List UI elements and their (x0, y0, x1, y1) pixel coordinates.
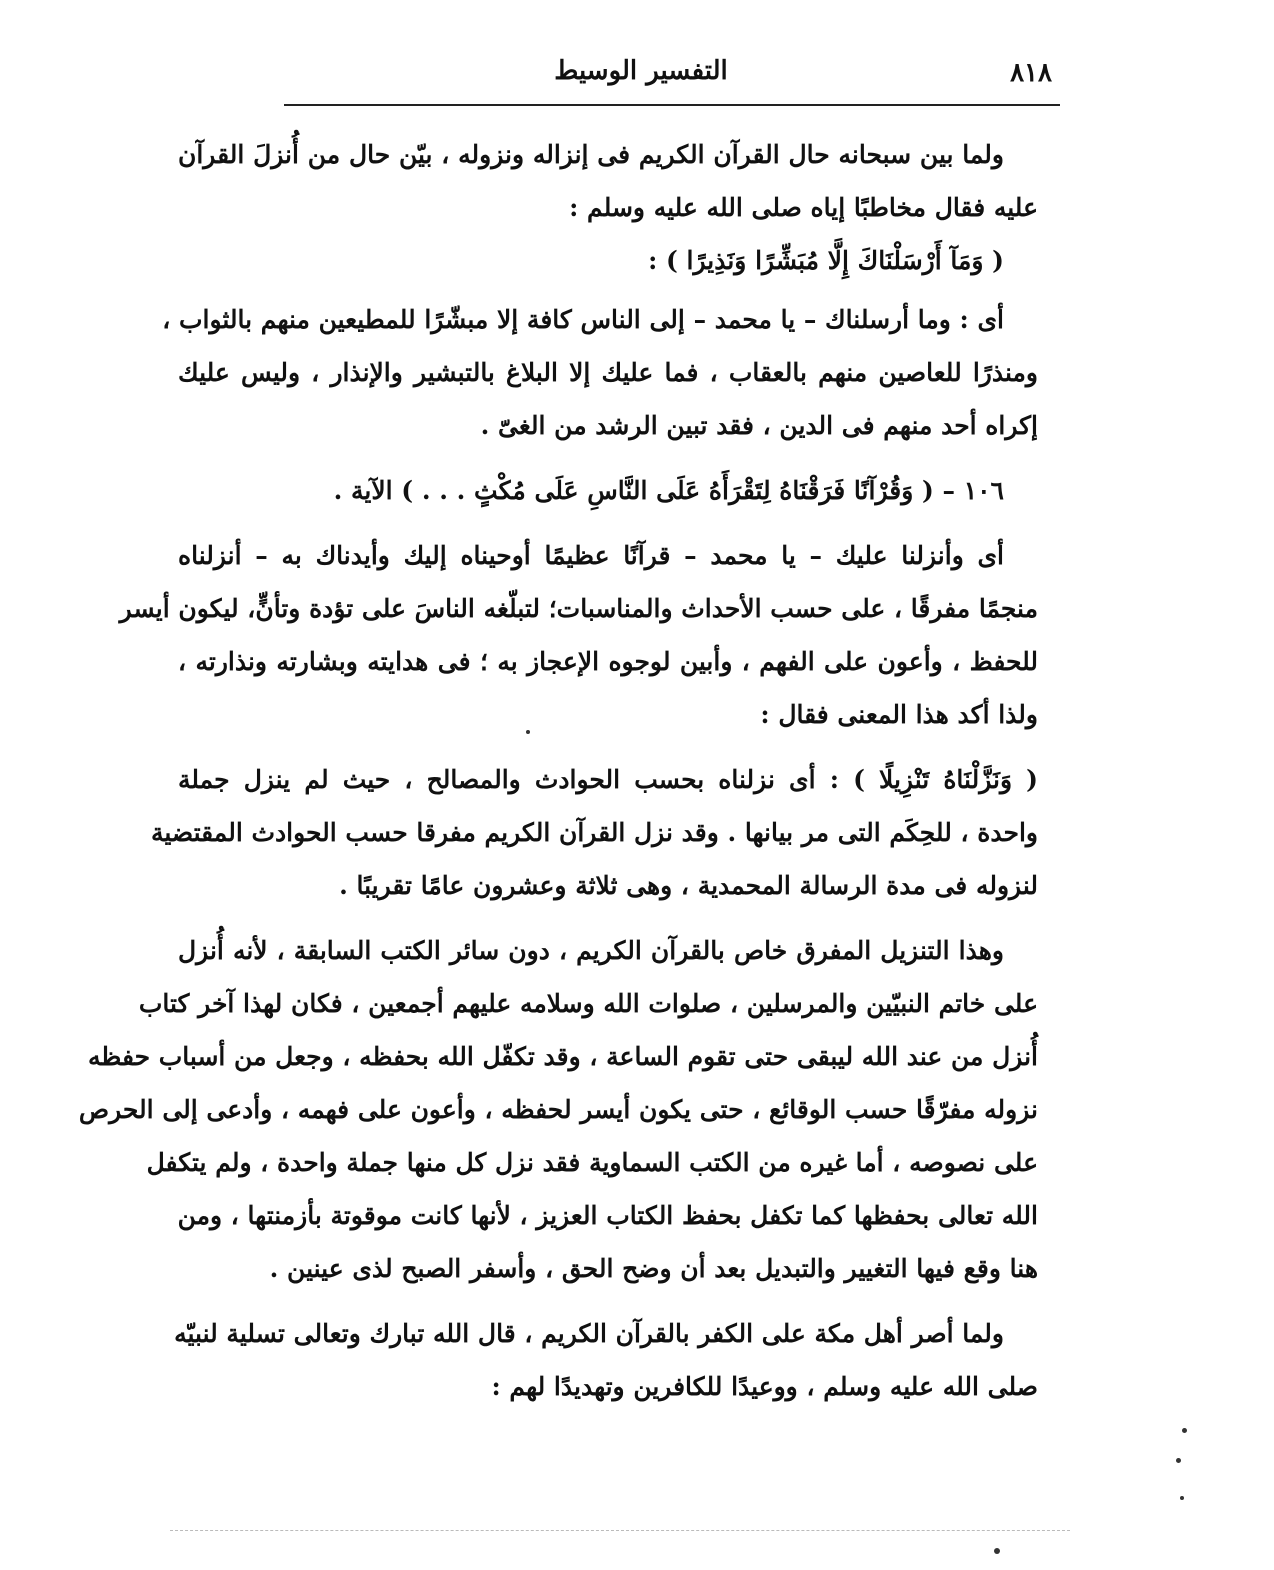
text-line: واحدة ، للحِكَم التى مر بيانها . وقد نزل القرآن الكريم مفرقا حسب الحوادث المقتضية (150, 818, 1038, 847)
text-line: ومنذرًا للعاصين منهم بالعقاب ، فما عليك إلا البلاغ بالتبشير والإنذار ، وليس عليك (178, 358, 1038, 387)
text-line: عليه فقال مخاطبًا إياه صلى الله عليه وسلم : (569, 193, 1038, 222)
text-line: للحفظ ، وأعون على الفهم ، وأبين لوجوه الإعجاز به ؛ فى هدايته وبشارته ونذارته ، (178, 647, 1038, 676)
text-line: ولذا أكد هذا المعنى فقال : (760, 700, 1038, 729)
text-line: منجمًا مفرقًا ، على حسب الأحداث والمناسبات؛ لتبلّغه الناسَ على تؤدة وتأنٍّ، ليكون أيسر (119, 594, 1038, 623)
text-line: نزوله مفرّقًا حسب الوقائع ، حتى يكون أيسر لحفظه ، وأعون على فهمه ، وأدعى إلى الحرص (78, 1095, 1038, 1124)
text-line: الله تعالى بحفظها كما تكفل بحفظ الكتاب العزيز ، لأنها كانت موقوتة بأزمنتها ، ومن (177, 1201, 1038, 1230)
scan-speck (994, 1548, 1000, 1554)
scan-speck (1176, 1458, 1181, 1463)
text-line: هنا وقع فيها التغيير والتبديل بعد أن وضح الحق ، وأسفر الصبح لذى عينين . (269, 1254, 1038, 1283)
scan-speck (1182, 1428, 1187, 1433)
text-line: ولما بين سبحانه حال القرآن الكريم فى إنزاله ونزوله ، بيّن حال من أُنزلَ القرآن (178, 140, 1004, 169)
bottom-rule (170, 1530, 1070, 1531)
scan-speck (526, 730, 530, 734)
text-line: إكراه أحد منهم فى الدين ، فقد تبين الرشد من الغىّ . (480, 411, 1038, 440)
text-line: على خاتم النبيّين والمرسلين ، صلوات الله وسلامه عليهم أجمعين ، فكان لهذا آخر كتاب (138, 989, 1038, 1018)
page-body (78, 128, 1038, 1413)
text-line: ولما أصر أهل مكة على الكفر بالقرآن الكريم ، قال الله تبارك وتعالى تسلية لنبيّه (174, 1319, 1004, 1348)
running-title: التفسير الوسيط (554, 56, 728, 86)
scan-speck (1180, 1496, 1184, 1500)
text-line: على نصوصه ، أما غيره من الكتب السماوية فقد نزل كل منها جملة واحدة ، ولم يتكفل (146, 1148, 1038, 1177)
text-line: أُنزل من عند الله ليبقى حتى تقوم الساعة ، وقد تكفّل الله بحفظه ، وجعل من أسباب حفظه (88, 1042, 1038, 1071)
text-line: أى : وما أرسلناك – يا محمد – إلى الناس كافة إلا مبشّرًا للمطيعين منهم بالثواب ، (162, 305, 1004, 334)
verse-line: ( وَمَآ أَرْسَلْنَاكَ إِلَّا مُبَشِّرًا وَنَذِيرًا ) : (648, 246, 1004, 275)
text-line: أى وأنزلنا عليك – يا محمد – قرآنًا عظيمًا أوحيناه إليك وأيدناك به – أنزلناه (178, 541, 1004, 570)
verse-line: ١٠٦ – ( وَقُرْآنًا فَرَقْنَاهُ لِتَقْرَأَهُ عَلَى النَّاسِ عَلَى مُكْثٍ . . . ) الآية . (333, 476, 1004, 505)
text-line: لنزوله فى مدة الرسالة المحمدية ، وهى ثلاثة وعشرون عامًا تقريبًا . (339, 871, 1038, 900)
page-number: ٨١٨ (1010, 58, 1052, 88)
text-line: ( وَنَزَّلْنَاهُ تَنْزِيلًا ) : أى نزلناه بحسب الحوادث والمصالح ، حيث لم ينزل جملة (178, 765, 1038, 794)
text-line: وهذا التنزيل المفرق خاص بالقرآن الكريم ، دون سائر الكتب السابقة ، لأنه أُنزل (178, 936, 1004, 965)
text-line: صلى الله عليه وسلم ، ووعيدًا للكافرين وتهديدًا لهم : (491, 1372, 1038, 1401)
page-header (284, 52, 1060, 106)
